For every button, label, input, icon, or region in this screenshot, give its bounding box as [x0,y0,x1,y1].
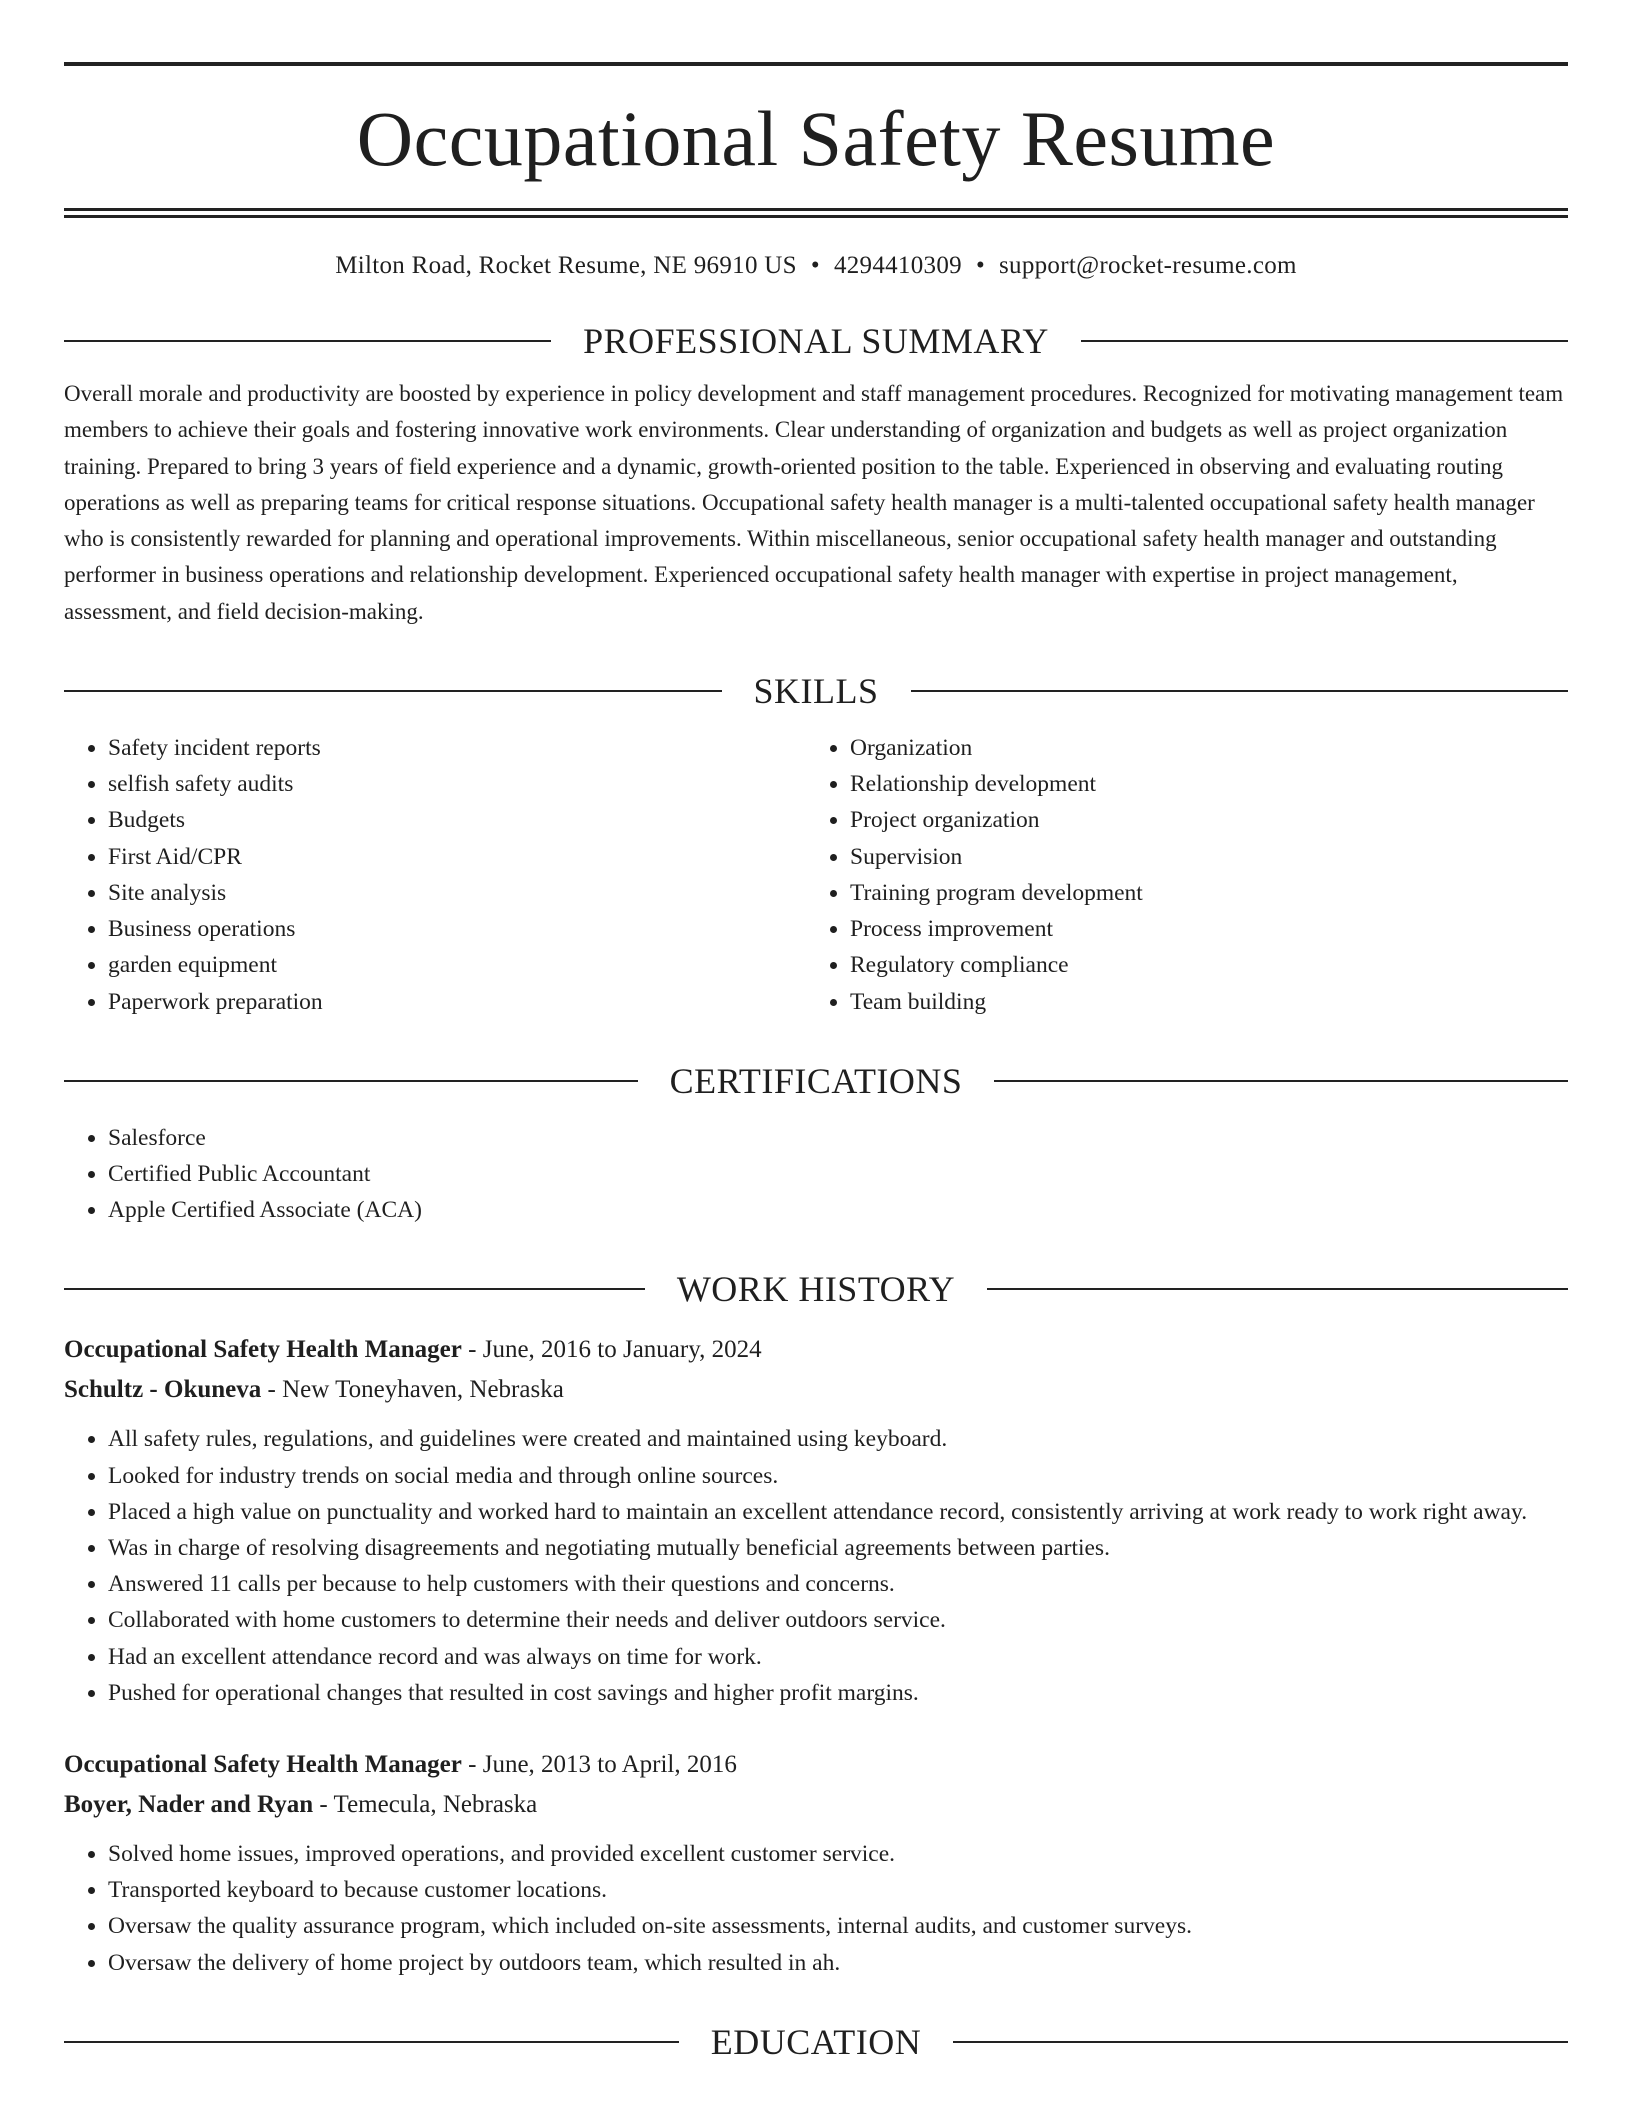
job-entry [64,1745,1568,1981]
job-bullet: • Solved home issues, improved operations, and provided excellent customer service. [108,1836,1568,1872]
job-title-line [64,1745,1568,1785]
job-company: Schultz - Okuneva [64,1376,262,1404]
skill-item: • selfish safety audits [108,766,806,802]
divider-line [987,1288,1568,1290]
job-dates: - June, 2016 to January, 2024 [461,1336,762,1364]
skill-item: • Budgets [108,802,806,838]
contact-separator: • [810,252,820,279]
job-bullet: • Answered 11 calls per because to help customers with their questions and concerns. [108,1566,1568,1602]
job-entry [64,1330,1568,1711]
skill-item: • Relationship development [850,766,1548,802]
job-title: Occupational Safety Health Manager [64,1336,462,1364]
section-title: PROFESSIONAL SUMMARY [583,321,1049,361]
divider-line [911,690,1569,692]
skill-item: • Regulatory compliance [850,947,1548,983]
skill-item: • Safety incident reports [108,730,806,766]
contact-email: support@rocket-resume.com [999,252,1297,279]
skills-columns [64,730,1568,1020]
divider-line [64,1080,638,1082]
section-heading-education [64,2021,1568,2063]
job-bullet: • Collaborated with home customers to determine their needs and deliver outdoors service. [108,1602,1568,1638]
job-title: Occupational Safety Health Manager [64,1750,462,1778]
skills-column-left [64,730,806,1020]
job-dates: - June, 2013 to April, 2016 [461,1750,737,1778]
contact-address: Milton Road, Rocket Resume, NE 96910 US [335,252,797,279]
job-bullet: • Pushed for operational changes that resulted in cost savings and higher profit margins. [108,1675,1568,1711]
job-company-line [64,1370,1568,1410]
resume-page [64,0,1568,2063]
certification-item: • Apple Certified Associate (ACA) [108,1192,1568,1228]
job-title-line [64,1330,1568,1370]
skill-item: • Business operations [108,911,806,947]
divider-line [1081,340,1568,342]
section-title: CERTIFICATIONS [669,1060,963,1101]
contact-separator: • [975,252,985,279]
skills-column-right [806,730,1548,1020]
title-double-rule [64,208,1568,218]
divider-line [64,340,551,342]
job-bullet: • Had an excellent attendance record and was always on time for work. [108,1639,1568,1675]
skill-item: • First Aid/CPR [108,839,806,875]
job-bullet: • Oversaw the delivery of home project by outdoors team, which resulted in ah. [108,1945,1568,1981]
skill-item: • Project organization [850,802,1548,838]
job-location: - New Toneyhaven, Nebraska [261,1376,564,1404]
skill-item: • Organization [850,730,1548,766]
contact-phone: 4294410309 [833,252,962,279]
section-heading-summary [64,320,1568,362]
certifications-list [64,1120,1568,1229]
skill-item: • Supervision [850,839,1548,875]
skill-item: • Team building [850,984,1548,1020]
section-heading-certifications [64,1060,1568,1102]
section-heading-work-history [64,1268,1568,1310]
divider-line [953,2041,1568,2043]
contact-line [64,252,1568,280]
section-title: WORK HISTORY [676,1269,956,1310]
section-heading-skills [64,670,1568,712]
job-bullet: • All safety rules, regulations, and guidelines were created and maintained using keyboard. [108,1421,1568,1457]
certification-item: • Salesforce [108,1120,1568,1156]
job-location: - Temecula, Nebraska [313,1790,538,1818]
job-bullets [64,1836,1568,1981]
certification-item: • Certified Public Accountant [108,1156,1568,1192]
job-bullet: • Transported keyboard to because customer locations. [108,1872,1568,1908]
job-company: Boyer, Nader and Ryan [64,1790,314,1818]
skill-item: • Training program development [850,875,1548,911]
summary-text: Overall morale and productivity are boosted by experience in policy development and staff management procedures. Recognized for motivating management team members to achieve their goals and fostering innovative work environments. Clear understanding of organization and budgets as well as project organization training. Prepared to bring 3 years of field experience and a dynamic, growth-oriented position to the table. Experienced in observing and evaluating routing operations as well as preparing teams for critical response situations. Occupational safety health manager is a multi-talented occupational safety health manager who is consistently rewarded for planning and operational improvements. Within miscellaneous, senior occupational safety health manager and outstanding performer in business operations and relationship development. Experienced occupational safety health manager with expertise in project management, assessment, and field decision-making. [64,381,1564,624]
job-company-line [64,1785,1568,1825]
section-title: SKILLS [753,671,879,712]
job-bullet: • Was in charge of resolving disagreements and negotiating mutually beneficial agreements between parties. [108,1530,1568,1566]
skill-item: • Site analysis [108,875,806,911]
skill-item: • Paperwork preparation [108,984,806,1020]
section-title: EDUCATION [710,2021,922,2062]
job-bullet: • Looked for industry trends on social media and through online sources. [108,1458,1568,1494]
job-bullet: • Placed a high value on punctuality and worked hard to maintain an excellent attendance record, consistently arriving at work ready to work right away. [108,1494,1568,1530]
divider-line [64,2041,679,2043]
job-bullet: • Oversaw the quality assurance program, which included on-site assessments, internal audits, and customer surveys. [108,1908,1568,1944]
job-bullets [64,1421,1568,1711]
skill-item: • Process improvement [850,911,1548,947]
page-title: Occupational Safety Resume [356,95,1276,182]
divider-line [64,690,722,692]
divider-line [994,1080,1568,1082]
divider-line [64,1288,645,1290]
skill-item: • garden equipment [108,947,806,983]
